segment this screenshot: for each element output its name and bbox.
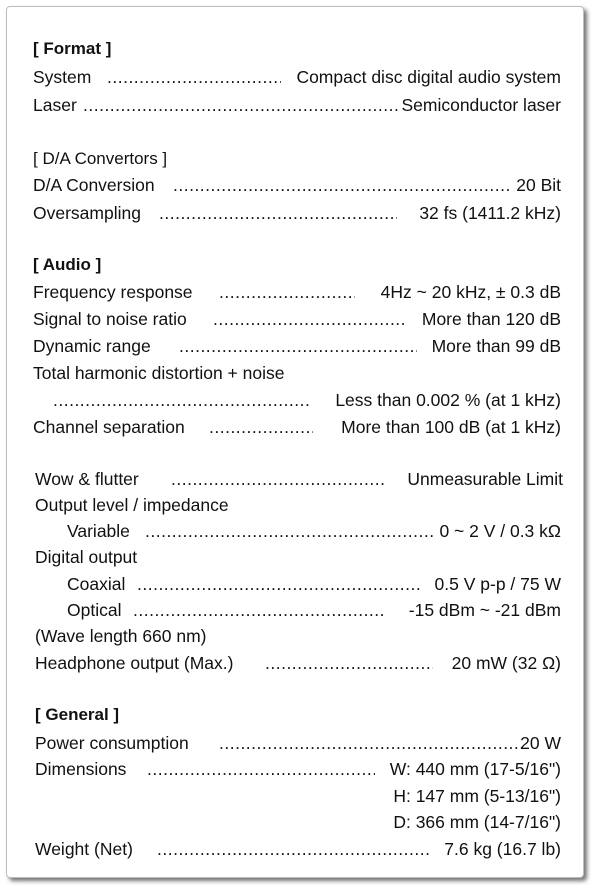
spec-row-channel-separation — [7, 415, 583, 439]
spec-label: Total harmonic distortion + noise — [33, 363, 285, 383]
general-heading-close: ] — [108, 705, 120, 724]
audio-heading — [7, 253, 583, 277]
spec-label: Variable — [67, 521, 130, 541]
spec-sheet — [6, 6, 584, 878]
spec-label: Dimensions — [35, 759, 127, 779]
leader-dots — [145, 519, 433, 543]
spec-row-oversampling — [7, 201, 583, 225]
general-heading-text: General — [45, 705, 109, 724]
spec-row-digital-output — [7, 545, 583, 569]
spec-row-output-level — [7, 493, 583, 517]
leader-dots — [53, 388, 311, 412]
spec-row-system — [7, 65, 583, 89]
spec-value: 7.6 kg (16.7 lb) — [444, 839, 561, 859]
spec-label: Digital output — [35, 547, 138, 567]
spec-row-da-conversion — [7, 173, 583, 197]
audio-heading-text: Audio — [42, 255, 91, 274]
general-heading — [7, 703, 583, 727]
spec-label: D/A Conversion — [33, 175, 155, 195]
spec-label: System — [33, 67, 92, 87]
spec-value: -15 dBm ~ -21 dBm — [408, 600, 561, 620]
spec-value: Less than 0.002 % (at 1 kHz) — [335, 390, 561, 410]
leader-dots — [159, 201, 397, 225]
spec-label: Power consumption — [35, 733, 189, 753]
spec-label: (Wave length 660 nm) — [35, 626, 207, 646]
leader-dots — [173, 173, 511, 197]
leader-dots — [107, 65, 281, 89]
spec-value: 32 fs (1411.2 kHz) — [419, 203, 561, 223]
spec-value: Unmeasurable Limit — [407, 469, 563, 489]
spec-row-wow-flutter — [7, 467, 583, 491]
da-heading — [7, 147, 583, 171]
leader-dots — [157, 837, 429, 861]
spec-value: 20 mW (32 Ω) — [451, 653, 561, 673]
leader-dots — [179, 334, 417, 358]
leader-dots — [171, 467, 387, 491]
format-heading-close: ] — [101, 39, 112, 58]
spec-value: More than 100 dB (at 1 kHz) — [341, 417, 561, 437]
spec-value: More than 120 dB — [421, 309, 561, 329]
leader-dots — [219, 280, 355, 304]
spec-value: H: 147 mm (5-13/16") — [393, 786, 561, 806]
spec-label: Optical — [67, 600, 122, 620]
leader-dots — [133, 598, 383, 622]
spec-label: Oversampling — [33, 203, 141, 223]
spec-value: Semiconductor laser — [401, 95, 561, 115]
format-heading-text: Format — [43, 39, 102, 58]
spec-value: 4Hz ~ 20 kHz, ± 0.3 dB — [380, 282, 561, 302]
spec-row-dimensions-d — [7, 810, 583, 834]
general-heading-open: [ — [35, 705, 46, 724]
spec-label: Dynamic range — [33, 336, 151, 356]
spec-row-variable — [7, 519, 583, 543]
spec-label: Channel separation — [33, 417, 185, 437]
spec-row-laser — [7, 93, 583, 117]
spec-row-snr — [7, 307, 583, 331]
spec-value: 20 Bit — [516, 175, 561, 195]
spec-row-frequency-response — [7, 280, 583, 304]
spec-label: Headphone output (Max.) — [35, 653, 234, 673]
spec-row-headphone-output — [7, 651, 583, 675]
spec-label: Frequency response — [33, 282, 193, 302]
spec-row-wave-length — [7, 624, 583, 648]
spec-row-thd-label — [7, 361, 583, 385]
format-heading-open: [ — [33, 39, 44, 58]
leader-dots — [209, 415, 313, 439]
spec-row-dynamic-range — [7, 334, 583, 358]
spec-row-dimensions-w — [7, 757, 583, 781]
leader-dots — [137, 572, 421, 596]
format-heading — [7, 37, 583, 61]
spec-row-weight — [7, 837, 583, 861]
spec-label: Coaxial — [67, 574, 126, 594]
leader-dots — [213, 307, 407, 331]
spec-value: 0.5 V p-p / 75 W — [434, 574, 561, 594]
leader-dots — [83, 93, 401, 117]
spec-value: 20 W — [520, 733, 561, 753]
spec-value: More than 99 dB — [431, 336, 561, 356]
spec-row-optical — [7, 598, 583, 622]
spec-value: W: 440 mm (17-5/16") — [389, 759, 561, 779]
spec-value: 0 ~ 2 V / 0.3 kΩ — [439, 521, 561, 541]
spec-row-dimensions-h — [7, 784, 583, 808]
spec-row-thd-value — [7, 388, 583, 412]
spec-label: Output level / impedance — [35, 495, 229, 515]
spec-row-power-consumption — [7, 731, 583, 755]
spec-label: Weight (Net) — [35, 839, 133, 859]
leader-dots — [147, 757, 375, 781]
spec-label: Laser — [33, 95, 77, 115]
audio-heading-open: [ — [33, 255, 43, 274]
spec-value: D: 366 mm (14-7/16") — [393, 812, 561, 832]
spec-value: Compact disc digital audio system — [296, 67, 561, 87]
spec-label: Wow & flutter — [35, 469, 139, 489]
leader-dots — [265, 651, 433, 675]
leader-dots — [219, 731, 523, 755]
spec-label: Signal to noise ratio — [33, 309, 187, 329]
audio-heading-close: ] — [90, 255, 102, 274]
spec-row-coaxial — [7, 572, 583, 596]
da-heading-text: [ D/A Convertors ] — [33, 149, 168, 168]
